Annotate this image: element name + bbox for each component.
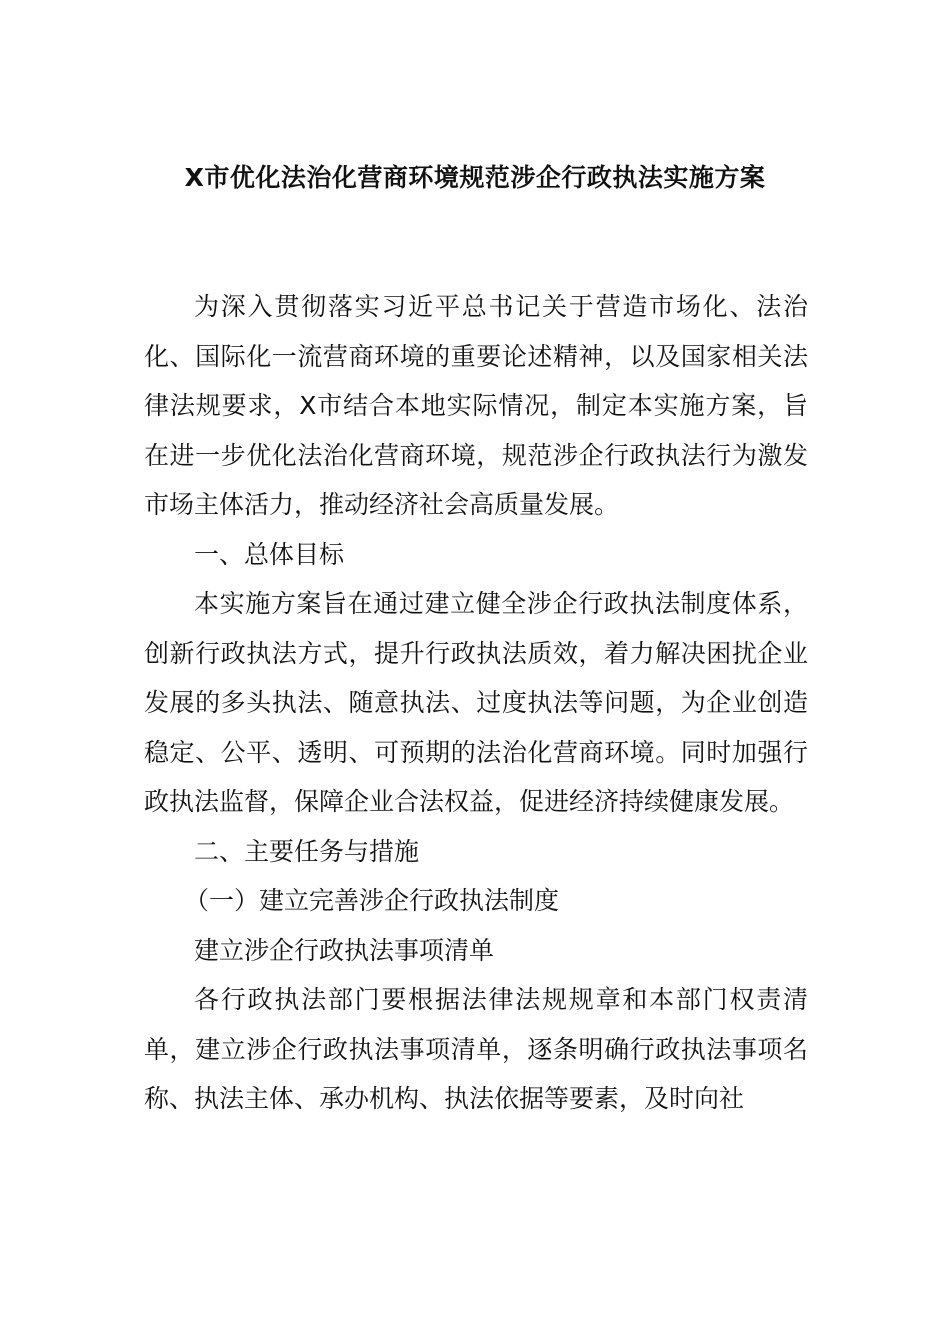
overall-goal-paragraph: 本实施方案旨在通过建立健全涉企行政执法制度体系，创新行政执法方式，提升行政执法质效，着力解决困扰企业发展的多头执法、随意执法、过度执法等问题，为企业创造稳定、公平、透明、可预期的法治化营商环境。同时加强行政执法监督，保障企业合法权益，促进经济持续健康发展。 — [144, 589, 808, 816]
section-heading-overall-goal: 一、总体目标 — [194, 539, 345, 569]
item-heading-enforcement-list: 建立涉企行政执法事项清单 — [194, 935, 495, 965]
subsection-heading-enforcement-system: （一）建立完善涉企行政执法制度 — [184, 886, 560, 915]
document-body — [144, 282, 808, 1124]
document-title: X市优化法治化营商环境规范涉企行政执法实施方案 — [184, 163, 766, 192]
intro-paragraph: 为深入贯彻落实习近平总书记关于营造市场化、法治化、国际化一流营商环境的重要论述精神，以及国家相关法律法规要求，X市结合本地实际情况，制定本实施方案，旨在进一步优化法治化营商环境，规范涉企行政执法行为激发市场主体活力，推动经济社会高质量发展。 — [144, 292, 808, 519]
enforcement-list-paragraph: 各行政执法部门要根据法律法规规章和本部门权责清单，建立涉企行政执法事项清单，逐条明确行政执法事项名称、执法主体、承办机构、执法依据等要素，及时向社 — [144, 985, 808, 1113]
section-heading-main-tasks: 二、主要任务与措施 — [194, 836, 420, 866]
